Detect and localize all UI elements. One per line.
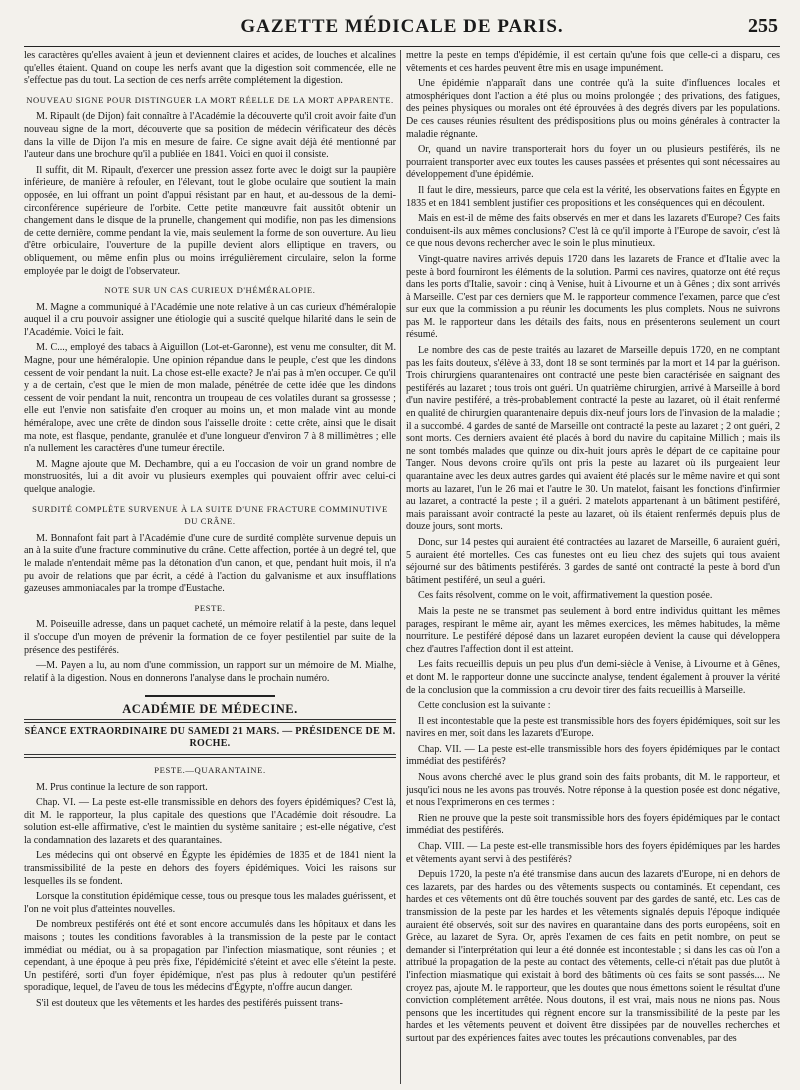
paragraph-chapter-7: Chap. VII. — La peste est-elle transmissible hors des foyers épidémiques par le contact immédiat des pestiférés? (406, 743, 780, 768)
section-heading-quarantaine: PESTE.—QUARANTAINE. (154, 764, 266, 775)
paragraph-magne-3: M. Magne ajoute que M. Dechambre, qui a eu l'occasion de voir un grand nombre de monstruosités, lui a dit avoir vu plusieurs exemples qui pouvaient offrir avec celui-ci quelque analogie. (24, 458, 396, 495)
paragraph-chapter-8: Chap. VIII. — La peste est-elle transmissible hors des foyers épidémiques par les hardes et vêtements ayant servi à des pestiférés? (406, 841, 780, 865)
journal-title: GAZETTE MÉDICALE DE PARIS. (240, 16, 564, 37)
paragraph-constitution: Lorsque la constitution épidémique cesse, tous ou presque tous les malades guérissent, et l'on ne voit plus d'atteintes nouvelles. (24, 891, 396, 915)
section-heading-peste: PESTE. (194, 602, 226, 613)
paragraph-conclusion: Cette conclusion est la suivante : (418, 700, 551, 712)
paragraph-ripault-2: Il suffit, dit M. Ripault, d'exercer une pression assez forte avec le doigt sur la paupière inférieure, de manière à refouler, en l'élevant, tout le globe oculaire que soutient la main opposée, en lui offrant un point d'appui résistant par en haut, et au-dessous de la demi-circonférence supérieure de l'orbite. Cette petite manœuvre fait aussitôt obtenir un changement dans le disque de la prunelle, changement qui modifie, non pas les dimensions de cette dernière, comme pendant la vie, mais seulement la forme de son ouverture. Au lieu d'être orbiculaire, l'ouverture de la pupille devient alors elliptique en travers, ou obliquement, ou même enfin plus ou moins irrégulièrement circulaire, selon la forme employée par le doigt de l'observateur. (24, 164, 396, 277)
section-heading-surdite: SURDITÉ COMPLÈTE SURVENUE À LA SUITE D'UNE FRACTURE COMMINUTIVE DU CRÂNE. (32, 503, 388, 527)
paragraph-epidemie: Une épidémie n'apparaît dans une contrée qu'à la suite d'influences locales et atmosphériques dont l'action a été plus ou moins prolongée ; des privations, des fatigues, des peines physiques ou morales ont été éprouvées à des degrés divers par les populations. De ces causes réunies résultent des prédispositions plus ou moins générales à contracter la maladie régnante. (406, 78, 780, 140)
paragraph-poiseuille: M. Poiseuille adresse, dans un paquet cacheté, un mémoire relatif à la peste, dans lequel il s'occupe d'un moyen de prévenir la formation de ce foyer pestilentiel par suite de la présence des pestiférés. (24, 619, 396, 656)
paragraph-magne-1: M. Magne a communiqué à l'Académie une note relative à un cas curieux d'héméralopie auquel il a cru pouvoir assigner une étiologie qui a suscité quelque hilarité dans le sein de l'Académie. Voici le fait. (24, 301, 396, 338)
double-rule-2 (24, 754, 396, 758)
academie-heading: ACADÉMIE DE MÉDECINE. (122, 702, 298, 717)
paragraph-payen: —M. Payen a lu, au nom d'une commission, un rapport sur un mémoire de M. Mialhe, relatif à la digestion. Nous en donnerons l'analyse dans le prochain numéro. (24, 660, 396, 684)
paragraph-nombre: Le nombre des cas de peste traités au lazaret de Marseille depuis 1720, en ne comptant pas les faits douteux, s'élève à 33, dont 18 se sont terminés par la mort et 14 par la guérison. Trois chirurgiens quarantenaires ont contracté une peste bien caractérisée en saignant des pestiférés au lazaret ; tous trois ont guéri. Un quatrième chirurgien, arrivé à Marseille à bord d'un navire pestiféré, a très-probablement contracté la peste au lazaret, où il était renfermé en qualité de chirurgien quarantenaire depuis dix-neuf jours lors de l'invasion de la maladie ; il a succombé. 4 gardes de santé de Marseille ont contracté la peste au lazaret ; 2 ont guéri, 2 sont morts. Ces derniers avaient été placés à bord du navire du capitaine Millich ; mais ils ne sont tombés malades que quinze ou dix-huit jours après le départ de ce capitaine pour Tanger. Nous devons croire qu'ils ont pris la peste au lazaret où ils purgeaient leur quarantaine avec les deux autres gardes qui avaient été placés sur le même navire et qui sont morts au lazaret, l'un le 26 mai et l'autre le 30. Un matelot, faisant les fonctions d'infirmier au lazaret, a contracté la peste ; il a guéri. 2 matelots appartenant à un bâtiment pestiféré, mais paraissant avoir contracté la peste au lazaret, où ils étaient renfermés depuis plus de douze jours, sont morts. (406, 345, 780, 533)
paragraph-resolvent: Ces faits résolvent, comme on le voit, affirmativement la question posée. (418, 590, 713, 602)
paragraph-verite: Il faut le dire, messieurs, parce que cela est la vérité, les observations faites en Égypte en 1835 et en 1841 semblent justifier ces propositions et les conséquences qui en découlent. (406, 184, 780, 209)
paragraph-prus: M. Prus continue la lecture de son rapport. (36, 781, 208, 793)
paragraph-vingt-quatre: Vingt-quatre navires arrivés depuis 1720 dans les lazarets de France et d'Italie avec la peste à bord fourniront les éléments de la solution. Parmi ces navires, quatorze ont été reçus dans les ports d'Italie, savoir : cinq à Venise, huit à Livourne et un à Gênes ; dix sont arrivés à Marseille. C'est par ces derniers que M. le rapporteur commence l'examen, parce que c'est sur eux que la commission a pu réunir les documents les plus complets. Nous ne suivrons pas M. le rapporteur dans les détails des faits, nous en présenterons seulement un court résumé. (406, 253, 780, 341)
paragraph-incontestable: Il est incontestable que la peste est transmissible hors des foyers épidémiques, soit sur les navires en mer, soit dans les lazarets d'Europe. (406, 715, 780, 740)
paragraph-navire: Or, quand un navire transporterait hors du foyer un ou plusieurs pestiférés, ils ne pourraient transporter avec eux toutes les causes passées et présentes qui sont nécessaires au développement d'une épidémie. (406, 144, 780, 181)
paragraph-bonnafont: M. Bonnafont fait part à l'Académie d'une cure de surdité complète survenue depuis un an à la suite d'une fracture comminutive du crâne. Cette affection, portée à un degré tel, que le malade n'entendait même pas la détonation d'un canon, et que, pendant huit mois, il n'a pu avoir de relations que par écrit, a cédé à l'action du galvanisme et aux insufflations gazeuses ammoniacales par la trompe d'Eustache. (24, 532, 396, 595)
paragraph-continuation: mettre la peste en temps d'épidémie, il est certain qu'une fois que celle-ci a disparu, ces vêtements et ces hardes peuvent être mis en usage impunément. (406, 50, 780, 74)
paragraph-depuis-1720: Depuis 1720, la peste n'a été transmise dans aucun des lazarets d'Europe, ni en dehors de ces lazarets, par des hardes ou des vêtements suspects ou contaminés. Et cependant, ces hardes et ces vêtements ont dû être touchés souvent par des gardes de santé, etc. Les cas de transmission de la peste par les hardes et les vêtements signalés depuis l'époque indiquée auraient été observés, soit sur des navires en quarantaine dans des ports européens, soit en Grèce, au lazaret de Syra. Or, après l'examen de ces faits en petit nombre, on peut se demander si l'interprétation qui leur a été donnée est incontestable ; si dans les cas où l'on a attribué la propagation de la peste au contact des vêtements, celle-ci n'était pas due plutôt à l'infection miasmatique qui existait à bord des bâtiments où ces faits se sont passés.... Ne croyez pas, ajoute M. le rapporteur, que les doutes que nous émettons soient le résultat d'une conviction complétement arrêtée. Nous doutons, il est vrai, mais nous ne nions pas. Nous pensons que les incertitudes qui règnent encore sur la transmissibilité de la peste par les hardes et les vêtements peuvent et doivent être dissipées par de nouvelles recherches et surtout par des expériences faites avec toutes les précautions convenables, par des (406, 869, 780, 1044)
paragraph-magne-2: M. C..., employé des tabacs à Aiguillon (Lot-et-Garonne), est venu me consulter, dit M. Magne, pour une héméralopie. Une opinion répandue dans le peuple, c'est que les dindons cessent de voir pendant la nuit. La chose est-elle exacte? Je n'ai pas à m'en occuper. Ce qu'il y a de certain, c'est que le mien de mon malade, pénétrée de cette idée que les dindons cessent de voir pendant la nuit, rencontra un troupeau de ces volatiles durant sa grossesse ; elle eut l'envie non satisfaite d'en croquer au moins un, et mon malade vint au monde héméralope, avec une crête de dindon sous l'aisselle droite : cette crête, ainsi que le disait ma note, est flasque, pendante, granulée et d'une longueur d'environ 7 à 8 millimètres ; elle n'a nullement les caractères d'une tumeur érectile. (24, 342, 396, 455)
paragraph-donc: Donc, sur 14 pestes qui auraient été contractées au lazaret de Marseille, 6 auraient guéri, 5 auraient été mortelles. Ces cas funestes ont eu lieu chez des sujets qui tous avaient séjourné sur des bâtiments pestiférés. 3 gardes de santé ont contracté la peste à bord d'un bâtiment pestiféré, un seul a guéri. (406, 536, 780, 586)
page-number: 255 (748, 15, 778, 37)
page-header (24, 14, 780, 47)
paragraph-egypte: Les médecins qui ont observé en Égypte les épidémies de 1835 et de 1841 nient la transmissibilité de la peste en dehors des foyers épidémiques. Voici les raisons sur lesquelles ils se fondent. (24, 850, 396, 887)
right-column (406, 50, 780, 1084)
left-column (24, 50, 396, 1084)
paragraph-mais: Mais la peste ne se transmet pas seulement à bord entre individus quittant les mêmes parages, respirant le même air, ayant les mêmes exercices, les mêmes habitudes, la même nourriture. Le pestiféré déposé dans un lazaret européen devient la cause qui développera chez d'autres l'affection dont il est atteint. (406, 605, 780, 655)
paragraph-hopitaux: De nombreux pestiférés ont été et sont encore accumulés dans les hôpitaux et dans les maisons ; toutes les conditions favorables à la transmission de la peste par le contact immédiat ou médiat, ou à sa propagation par l'infection miasmatique, sont réunies ; et cependant, à une époque à peu près fixe, l'épidémicité s'éteint et avec elle s'éteint la peste. Un pestiféré, sorti d'un foyer épidémique, n'est pas plus à redouter qu'un pestiféré sporadique, lequel, de l'aveu de tous les médecins d'Égypte, n'offre aucun danger. (24, 919, 396, 994)
seance-heading: SÉANCE EXTRAORDINAIRE DU SAMEDI 21 MARS. — PRÉSIDENCE DE M. ROCHE. (24, 725, 396, 750)
paragraph-rien: Rien ne prouve que la peste soit transmissible hors des foyers épidémiques par le contact immédiat des pestiférés. (406, 812, 780, 837)
column-divider (400, 50, 401, 1084)
paragraph-mer: Mais en est-il de même des faits observés en mer et dans les lazarets d'Europe? Ces faits conduisent-ils aux mêmes conclusions? C'est là ce qu'il importe à l'Europe de savoir, c'est là ce que nous devons rechercher avec le soin le plus minutieux. (406, 213, 780, 250)
paragraph-chapter-6: Chap. VI. — La peste est-elle transmissible en dehors des foyers épidémiques? C'est là, dit M. le rapporteur, la plus capitale des questions que l'Académie doit résoudre. La solution est-elle affirmative, c'est le maintien du système sanitaire ; est-elle négative, c'est la condamnation des lazarets et des quarantaines. (24, 797, 396, 846)
paragraph-doute: S'il est douteux que les vêtements et les hardes des pestiférés puissent trans- (36, 998, 343, 1009)
paragraph-ripault-1: M. Ripault (de Dijon) fait connaître à l'Académie la découverte qu'il croit avoir faite d'un nouveau signe de la mort, découverte que sa position de médecin vérificateur des décès dans la ville de Dijon l'a mis en mesure de faire. Ce signe avait déjà été mentionné par l'auteur dans une brochure qu'il a publiée en 1841. Voici en quoi il consiste. (24, 111, 396, 161)
section-heading-signe: NOUVEAU SIGNE POUR DISTINGUER LA MORT RÉELLE DE LA MORT APPARENTE. (26, 94, 394, 105)
separator-rule (145, 695, 275, 697)
paragraph-intro: les caractères qu'elles avaient à jeun et deviennent claires et acides, de louches et alcalines qu'elles étaient. Quand on coupe les nerfs avant que la digestion soit commencée, elle ne s'effectue pas du tout. La section de ces nerfs arrête complétement la digestion. (24, 50, 396, 87)
paragraph-cherche: Nous avons cherché avec le plus grand soin des faits probants, dit M. le rapporteur, et jusqu'ici nous ne les avons pas trouvés. Notre réponse à la question posée est donc négative, et nous l'exprimerons en ces termes : (406, 772, 780, 809)
section-heading-hemeralopie: NOTE SUR UN CAS CURIEUX D'HÉMÉRALOPIE. (104, 285, 316, 296)
double-rule (24, 719, 396, 723)
paragraph-faits: Les faits recueillis depuis un peu plus d'un demi-siècle à Venise, à Livourne et à Gênes, et dont M. le rapporteur donne une succincte analyse, tendent également à prouver la vérité de la conclusion que la commission a cru devoir tirer des faits recueillis à Marseille. (406, 659, 780, 696)
